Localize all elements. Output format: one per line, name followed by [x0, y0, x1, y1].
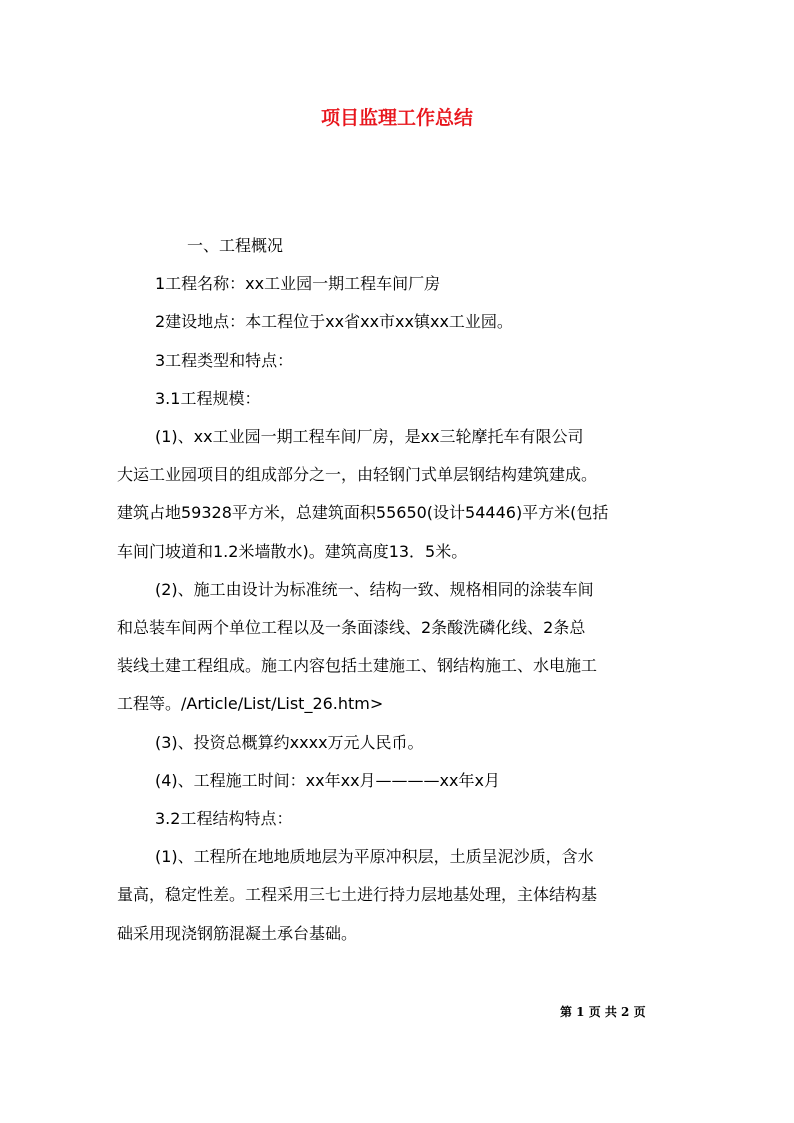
paragraph-line: 础采用现浇钢筋混凝土承台基础。: [117, 923, 358, 943]
paragraph-line: 和总装车间两个单位工程以及一条面漆线、2条酸洗磷化线、2条总: [117, 618, 586, 638]
paragraph: (1)、xx工业园一期工程车间厂房，是xx三轮摩托车有限公司: [155, 427, 584, 447]
paragraph-line: 装线土建工程组成。施工内容包括土建施工、钢结构施工、水电施工: [117, 656, 598, 676]
paragraph: 3.2工程结构特点：: [155, 809, 293, 829]
paragraph-line: 大运工业园项目的组成部分之一，由轻钢门式单层钢结构建筑建成。: [117, 465, 598, 485]
section-heading: 一、工程概况: [187, 236, 284, 255]
paragraph: (4)、工程施工时间：xx年xx月————xx年x月: [155, 770, 500, 790]
document-body: [117, 227, 687, 953]
page-title: 项目监理工作总结: [320, 107, 473, 129]
paragraph-line: 建筑占地59328平方米，总建筑面积55650(设计54446)平方米(包括: [117, 503, 609, 523]
paragraph: 3工程类型和特点：: [155, 350, 294, 370]
paragraph: 2建设地点：本工程位于xx省xx市xx镇xx工业园。: [155, 312, 513, 332]
paragraph: 3.1工程规模：: [155, 388, 261, 408]
paragraph: (2)、施工由设计为标准统一、结构一致、规格相同的涂装车间: [155, 579, 594, 599]
paragraph: (3)、投资总概算约xxxx万元人民币。: [155, 732, 424, 752]
page-number: 第 1 页 共 2 页: [560, 1005, 646, 1019]
paragraph: 1工程名称：xx工业园一期工程车间厂房: [155, 274, 441, 294]
paragraph-line: 量高，稳定性差。工程采用三七土进行持力层地基处理，主体结构基: [117, 885, 598, 905]
paragraph-line: 车间门坡道和1.2米墙散水)。建筑高度13．5米。: [117, 541, 468, 561]
paragraph: (1)、工程所在地地质地层为平原冲积层，土质呈泥沙质，含水: [155, 847, 594, 867]
paragraph-line: 工程等。/Article/List/List_26.htm>: [117, 694, 384, 714]
